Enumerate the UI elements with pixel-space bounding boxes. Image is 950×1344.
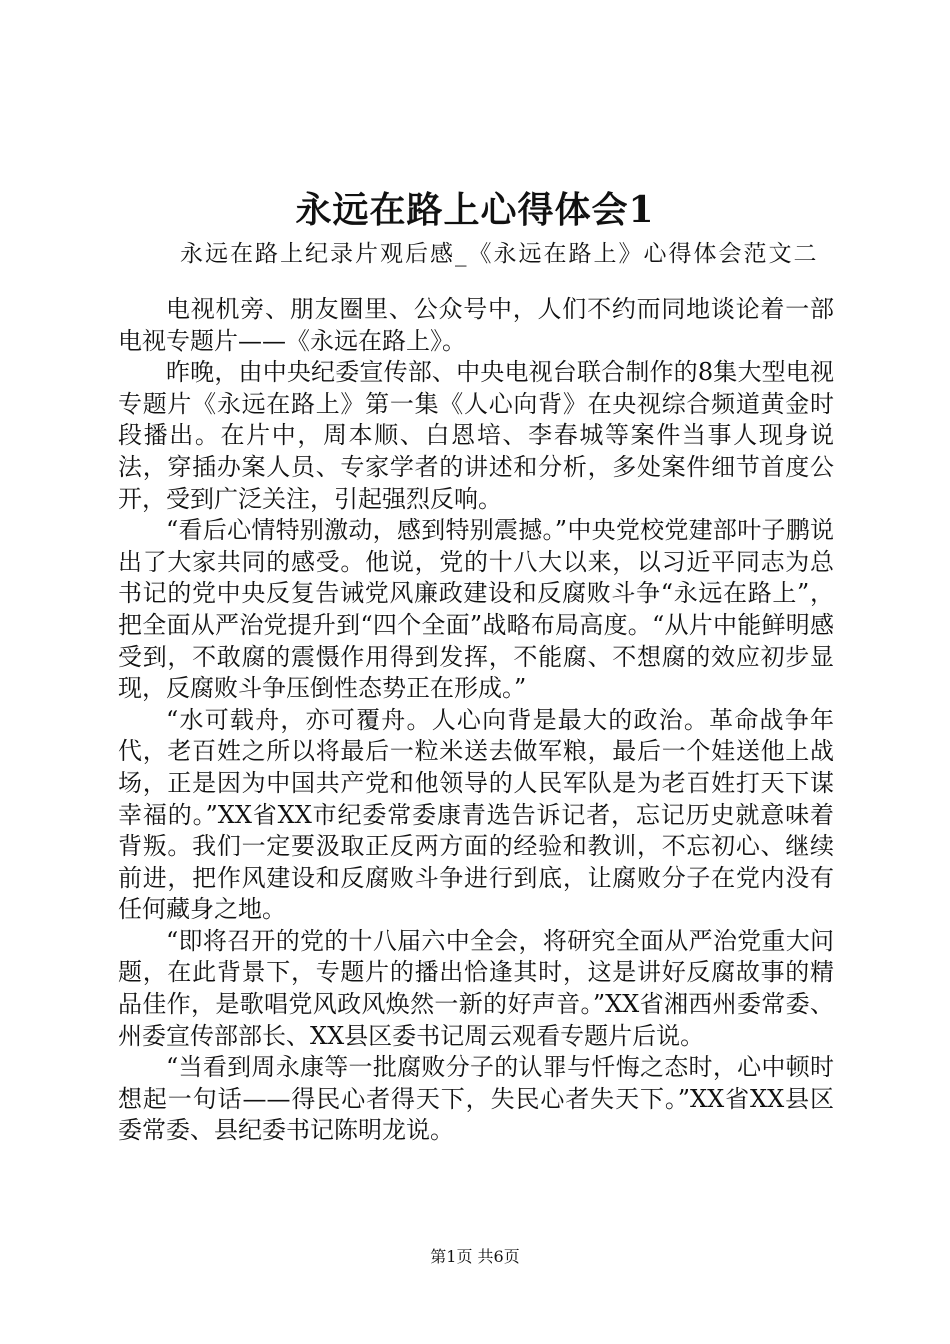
paragraph-5: “即将召开的党的十八届六中全会，将研究全面从严治党重大问题，在此背景下，专题片的播出恰逢其时，这是讲好反腐故事的精品佳作，是歌唱党风政风焕然一新的好声音。”XX省湘西州委常委、州委宣传部部长、XX县区委书记周云观看专题片后说。 xyxy=(118,926,834,1050)
document-body xyxy=(118,294,834,1147)
document-title: 永远在路上心得体会1 xyxy=(295,189,655,231)
page-number-footer: 第1页 共6页 xyxy=(430,1247,520,1266)
paragraph-2: 昨晚，由中央纪委宣传部、中央电视台联合制作的8集大型电视专题片《永远在路上》第一集《人心向背》在央视综合频道黄金时段播出。在片中，周本顺、白恩培、李春城等案件当事人现身说法，穿插办案人员、专家学者的讲述和分析，多处案件细节首度公开，受到广泛关注，引起强烈反响。 xyxy=(118,358,834,513)
document-subtitle: 永远在路上纪录片观后感_《永远在路上》心得体会范文二 xyxy=(180,241,819,267)
paragraph-6: “当看到周永康等一批腐败分子的认罪与忏悔之态时，心中顿时想起一句话——得民心者得天下，失民心者失天下。”XX省XX县区委常委、县纪委书记陈明龙说。 xyxy=(118,1053,834,1145)
paragraph-1: 电视机旁、朋友圈里、公众号中，人们不约而同地谈论着一部电视专题片——《永远在路上》。 xyxy=(118,295,834,355)
paragraph-3: “看后心情特别激动，感到特别震撼。”中央党校党建部叶子鹏说出了大家共同的感受。他说，党的十八大以来，以习近平同志为总书记的党中央反复告诫党风廉政建设和反腐败斗争“永远在路上”，把全面从严治党提升到“四个全面”战略布局高度。“从片中能鲜明感受到，不敢腐的震慑作用得到发挥，不能腐、不想腐的效应初步显现，反腐败斗争压倒性态势正在形成。” xyxy=(118,516,834,703)
paragraph-4: “水可载舟，亦可覆舟。人心向背是最大的政治。革命战争年代，老百姓之所以将最后一粒米送去做军粮，最后一个娃送他上战场，正是因为中国共产党和他领导的人民军队是为老百姓打天下谋幸福的。”XX省XX市纪委常委康青选告诉记者，忘记历史就意味着背叛。我们一定要汲取正反两方面的经验和教训，不忘初心、继续前进，把作风建设和反腐败斗争进行到底，让腐败分子在党内没有任何藏身之地。 xyxy=(118,705,834,924)
